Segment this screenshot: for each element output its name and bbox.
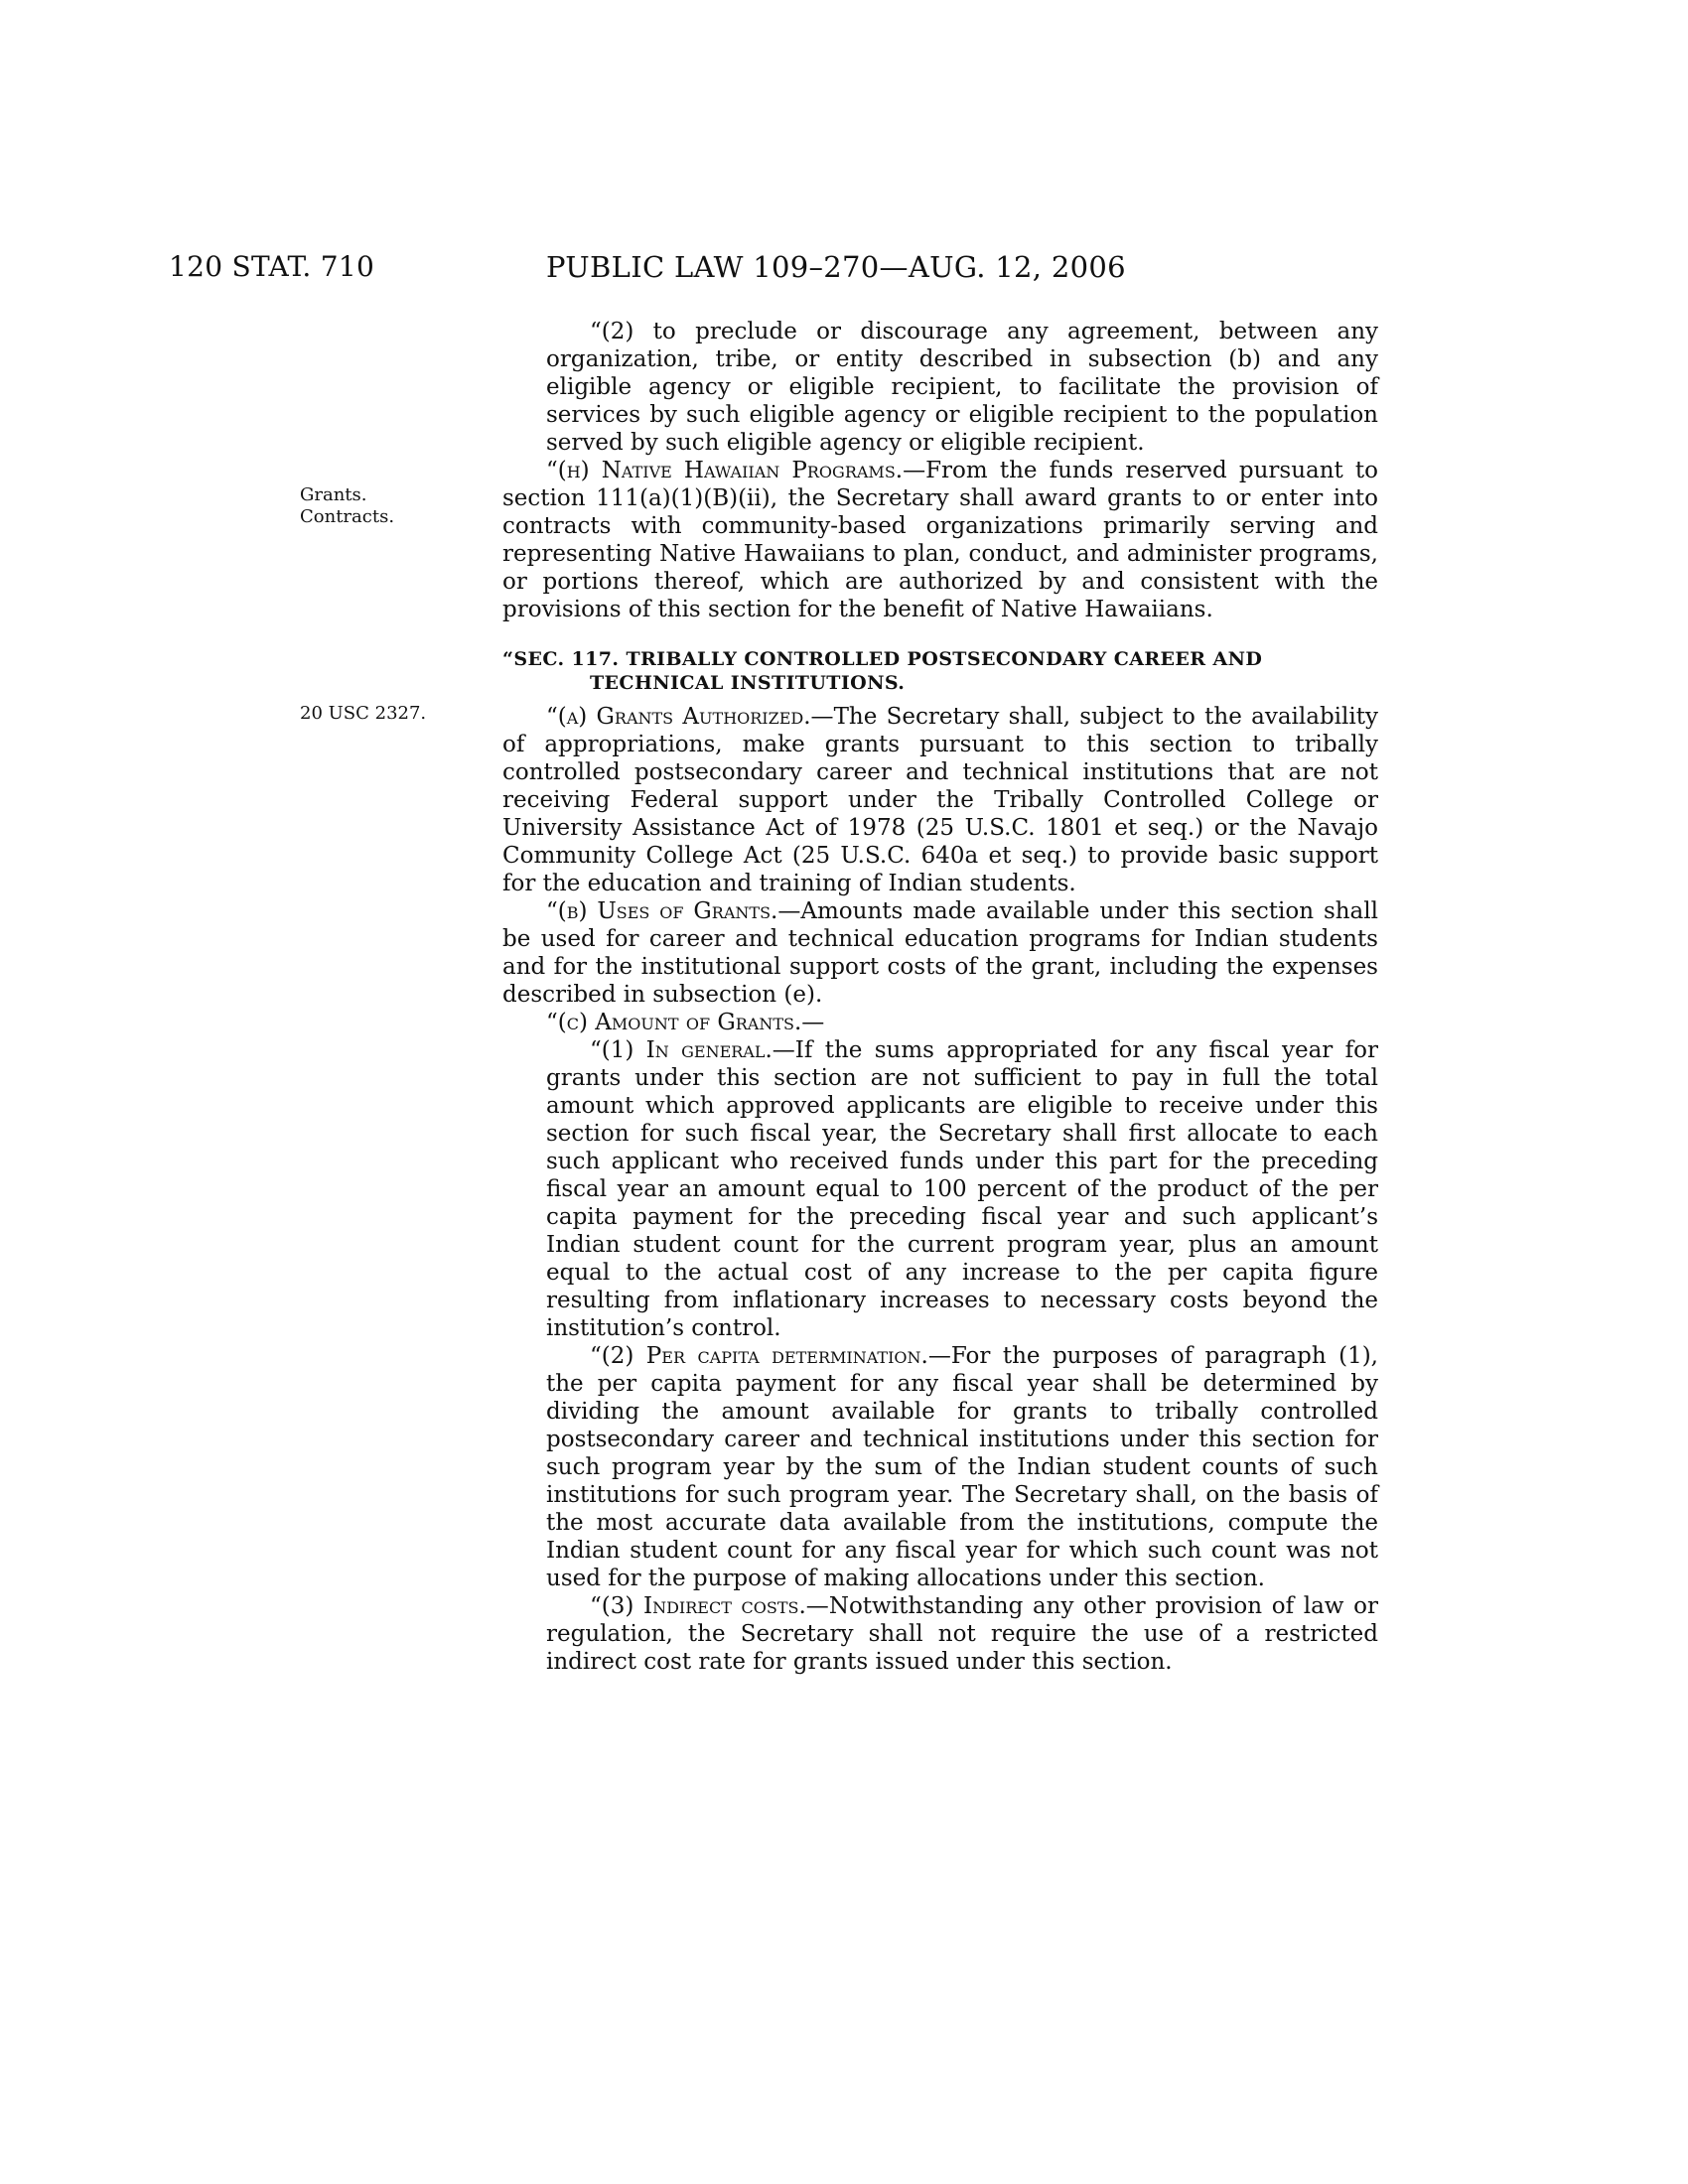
paragraph-h xyxy=(502,457,1378,623)
paragraph-a-text: The Secretary shall, subject to the availability of appropriations, make grants pursuant to this section to tribally controlled postsecondary career and technical institutions that are not receiving Federal support under the Tribally Controlled College or University Assistance Act of 1978 (25 U.S.C. 1801 et seq.) or the Navajo Community College Act (25 U.S.C. 640a et seq.) to provide basic support for the education and training of Indian students. xyxy=(502,704,1378,896)
paragraph-c2-heading: “(2) Per capita determination.— xyxy=(590,1343,951,1369)
paragraph-b-text: Amounts made available under this section shall be used for career and technical education programs for Indian students and for the institutional support costs of the grant, including the expenses described in subsection (e). xyxy=(502,898,1378,1008)
margin-note-contracts: Contracts. xyxy=(300,506,395,527)
paragraph-c2-text: For the purposes of paragraph (1), the per capita payment for any fiscal year shall be determined by dividing the amount available for grants to tribally controlled postsecondary career and technical institutions under this section for such program year by the sum of the Indian student counts of such institutions for such program year. The Secretary shall, on the basis of the most accurate data available from the institutions, compute the Indian student count for any fiscal year for which such count was not used for the purpose of making allocations under this section. xyxy=(546,1343,1378,1591)
paragraph-b-heading: “(b) Uses of Grants.— xyxy=(546,898,801,924)
paragraph-b xyxy=(502,897,1378,1009)
law-title-header: PUBLIC LAW 109–270—AUG. 12, 2006 xyxy=(546,250,1126,284)
section-117-heading: “SEC. 117. TRIBALLY CONTROLLED POSTSECONDARY CAREER AND TECHNICAL INSTITUTIONS. xyxy=(502,648,1263,694)
paragraph-c3-text: Notwithstanding any other provision of law or regulation, the Secretary shall not require the use of a restricted indirect cost rate for grants issued under this section. xyxy=(546,1593,1378,1675)
paragraph-a-heading: “(a) Grants Authorized.— xyxy=(546,704,834,730)
paragraph-a xyxy=(502,703,1378,897)
paragraph-c1-heading: “(1) In general.— xyxy=(590,1037,795,1063)
stat-page-number: 120 STAT. 710 xyxy=(169,250,375,283)
body-text xyxy=(502,318,1378,1676)
paragraph-c1 xyxy=(546,1036,1378,1342)
paragraph-c3 xyxy=(546,1592,1378,1676)
paragraph-h-text: From the funds reserved pursuant to section 111(a)(1)(B)(ii), the Secretary shall award grants to or enter into contracts with community-based organizations primarily serving and representing Native Hawaiians to plan, conduct, and administer programs, or portions thereof, which are authorized by and consistent with the provisions of this section for the benefit of Native Hawaiians. xyxy=(502,458,1378,622)
margin-note-usc-cite: 20 USC 2327. xyxy=(300,703,427,724)
paragraph-h-heading: “(h) Native Hawaiian Programs.— xyxy=(546,458,926,483)
paragraph-c-heading: “(c) Amount of Grants.— xyxy=(546,1010,825,1035)
paragraph-c3-heading: “(3) Indirect costs.— xyxy=(590,1593,829,1619)
paragraph-c xyxy=(502,1009,1378,1036)
paragraph-c2 xyxy=(546,1342,1378,1592)
margin-note-grants: Grants. xyxy=(300,484,367,505)
paragraph-c1-text: If the sums appropriated for any fiscal year for grants under this section are not sufficient to pay in full the total amount which approved applicants are eligible to receive under this section for such fiscal year, the Secretary shall first allocate to each such applicant who received funds under this part for the preceding fiscal year an amount equal to 100 percent of the product of the per capita payment for the preceding fiscal year and such applicant’s Indian student count for the current program year, plus an amount equal to the actual cost of any increase to the per capita figure resulting from inflationary increases to necessary costs beyond the institution’s control. xyxy=(546,1037,1378,1341)
paragraph-g2: “(2) to preclude or discourage any agreement, between any organization, tribe, or entity described in subsection (b) and any eligible agency or eligible recipient, to facilitate the provision of services by such eligible agency or eligible recipient to the population served by such eligible agency or eligible recipient. xyxy=(546,319,1378,456)
